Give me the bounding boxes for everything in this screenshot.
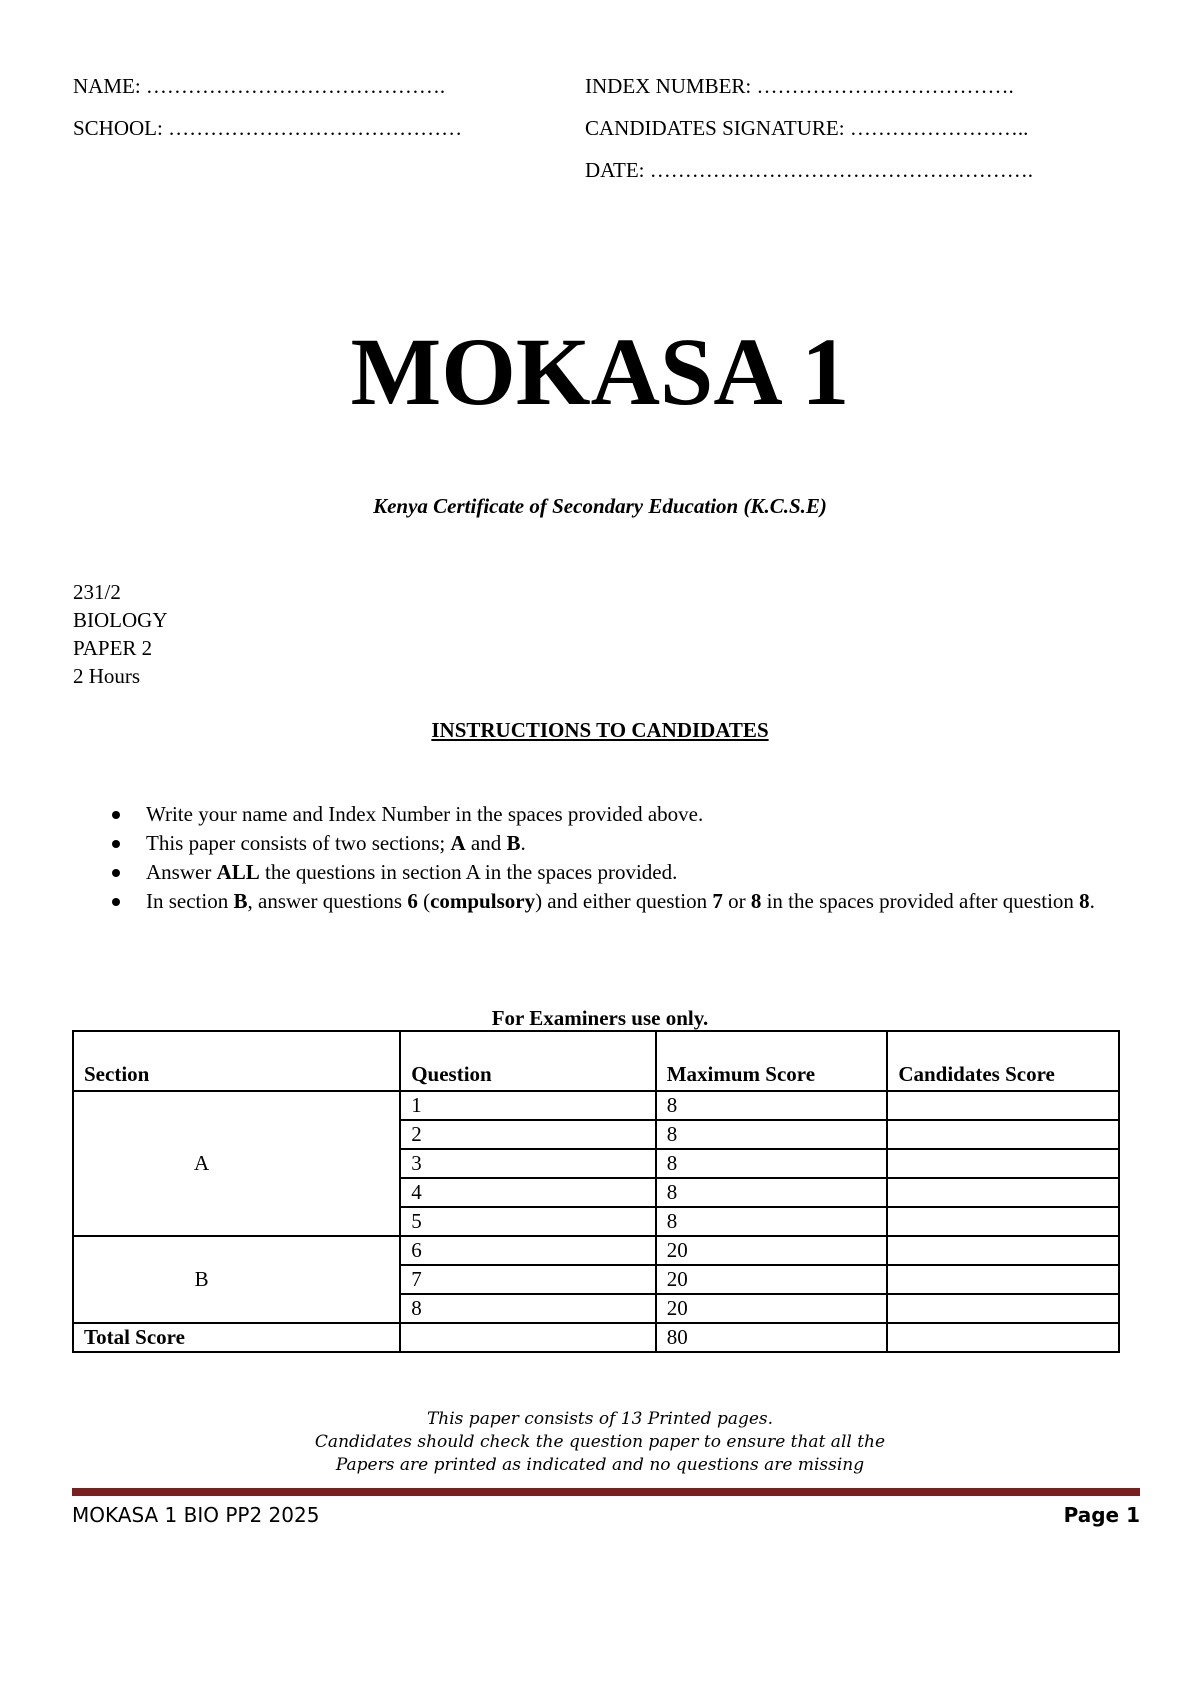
instruction-text: the questions in section A in the spaces provided. [259, 860, 678, 884]
column-header: Candidates Score [887, 1031, 1119, 1091]
max-score: 8 [656, 1149, 888, 1178]
total-max-score: 80 [656, 1323, 888, 1352]
max-score: 8 [656, 1207, 888, 1236]
candidate-score-cell[interactable] [887, 1265, 1119, 1294]
total-score-label: Total Score [73, 1323, 400, 1352]
instruction-text: 8 [1079, 889, 1090, 913]
instruction-text: in the spaces provided after question [761, 889, 1080, 913]
school-field[interactable]: SCHOOL: …………………………………… [73, 116, 463, 140]
table-row [73, 1236, 1119, 1265]
paper-code: 231/2 [73, 580, 121, 604]
column-header: Section [73, 1031, 400, 1091]
examiners-heading: For Examiners use only. [491, 1006, 709, 1030]
date-field[interactable]: DATE: ………………………………………………. [585, 158, 1033, 182]
index-number-field[interactable]: INDEX NUMBER: ………………………………. [585, 74, 1014, 98]
candidate-score-cell[interactable] [887, 1149, 1119, 1178]
signature-field[interactable]: CANDIDATES SIGNATURE: …………………….. [585, 116, 1029, 140]
note-line: Candidates should check the question paper to ensure that all the [314, 1432, 886, 1452]
section-label: B [73, 1236, 400, 1323]
instruction-text: In section [146, 889, 234, 913]
subject-name: BIOLOGY [73, 608, 168, 632]
candidate-score-cell[interactable] [887, 1178, 1119, 1207]
note-line: This paper consists of 13 Printed pages. [426, 1409, 774, 1429]
max-score: 20 [656, 1294, 888, 1323]
instruction-text: ALL [216, 860, 260, 884]
bullet-icon [112, 840, 120, 848]
max-score: 8 [656, 1178, 888, 1207]
question-number: 8 [400, 1294, 656, 1323]
instruction-item [100, 829, 1140, 858]
instruction-text: and [465, 831, 507, 855]
instructions-heading: INSTRUCTIONS TO CANDIDATES [431, 718, 769, 742]
question-number: 7 [400, 1265, 656, 1294]
instruction-text: ( [417, 889, 431, 913]
column-header: Question [400, 1031, 656, 1091]
bullet-icon [112, 811, 120, 819]
section-label: A [73, 1091, 400, 1236]
candidate-score-cell[interactable] [887, 1207, 1119, 1236]
instruction-item [100, 858, 1140, 887]
question-number: 3 [400, 1149, 656, 1178]
question-number: 4 [400, 1178, 656, 1207]
footer-page-number: Page 1 [1063, 1503, 1140, 1527]
column-header: Maximum Score [656, 1031, 888, 1091]
paper-info [73, 578, 168, 690]
instruction-text: . [520, 831, 526, 855]
question-number: 2 [400, 1120, 656, 1149]
note-line: Papers are printed as indicated and no questions are missing [335, 1455, 865, 1475]
table-header-row [73, 1031, 1119, 1091]
table-row [73, 1091, 1119, 1120]
bullet-icon [112, 869, 120, 877]
max-score: 8 [656, 1091, 888, 1120]
instruction-text: B [506, 831, 521, 855]
name-field[interactable]: NAME: ……………………………………. [73, 74, 446, 98]
candidate-score-cell[interactable] [887, 1236, 1119, 1265]
question-number: 5 [400, 1207, 656, 1236]
candidate-score-cell[interactable] [887, 1091, 1119, 1120]
instruction-text: 8 [750, 889, 762, 913]
instruction-item [100, 887, 1140, 916]
instruction-text: or [722, 889, 751, 913]
instruction-text: B [233, 889, 248, 913]
bullet-icon [112, 898, 120, 906]
candidate-score-cell[interactable] [887, 1294, 1119, 1323]
score-table [72, 1030, 1120, 1353]
instruction-text: Write your name and Index Number in the spaces provided above. [146, 802, 704, 826]
exam-title: MOKASA 1 [350, 318, 850, 425]
max-score: 8 [656, 1120, 888, 1149]
question-number: 6 [400, 1236, 656, 1265]
instruction-item [100, 800, 1140, 829]
paper-number: PAPER 2 [73, 636, 153, 660]
instruction-text: Answer [146, 860, 217, 884]
footer-paper-id: MOKASA 1 BIO PP2 2025 [72, 1503, 320, 1527]
total-candidate-score-cell[interactable] [887, 1323, 1119, 1352]
exam-subtitle: Kenya Certificate of Secondary Education (K.C.S.E) [373, 494, 827, 518]
instruction-text: . [1089, 889, 1095, 913]
question-number: 1 [400, 1091, 656, 1120]
total-row [73, 1323, 1119, 1352]
footer-rule [72, 1488, 1140, 1496]
instruction-text: This paper consists of two sections; [146, 831, 451, 855]
page-count-note [0, 1408, 1200, 1477]
instruction-text: , answer questions [247, 889, 408, 913]
instruction-text: 7 [712, 889, 723, 913]
instruction-text: 6 [407, 889, 418, 913]
instructions-list [100, 800, 1140, 916]
instruction-text: ) and either question [535, 889, 713, 913]
max-score: 20 [656, 1265, 888, 1294]
paper-duration: 2 Hours [73, 664, 141, 688]
instruction-text: A [450, 831, 466, 855]
instruction-text: compulsory [430, 889, 536, 913]
total-question-cell [400, 1323, 656, 1352]
candidate-score-cell[interactable] [887, 1120, 1119, 1149]
max-score: 20 [656, 1236, 888, 1265]
